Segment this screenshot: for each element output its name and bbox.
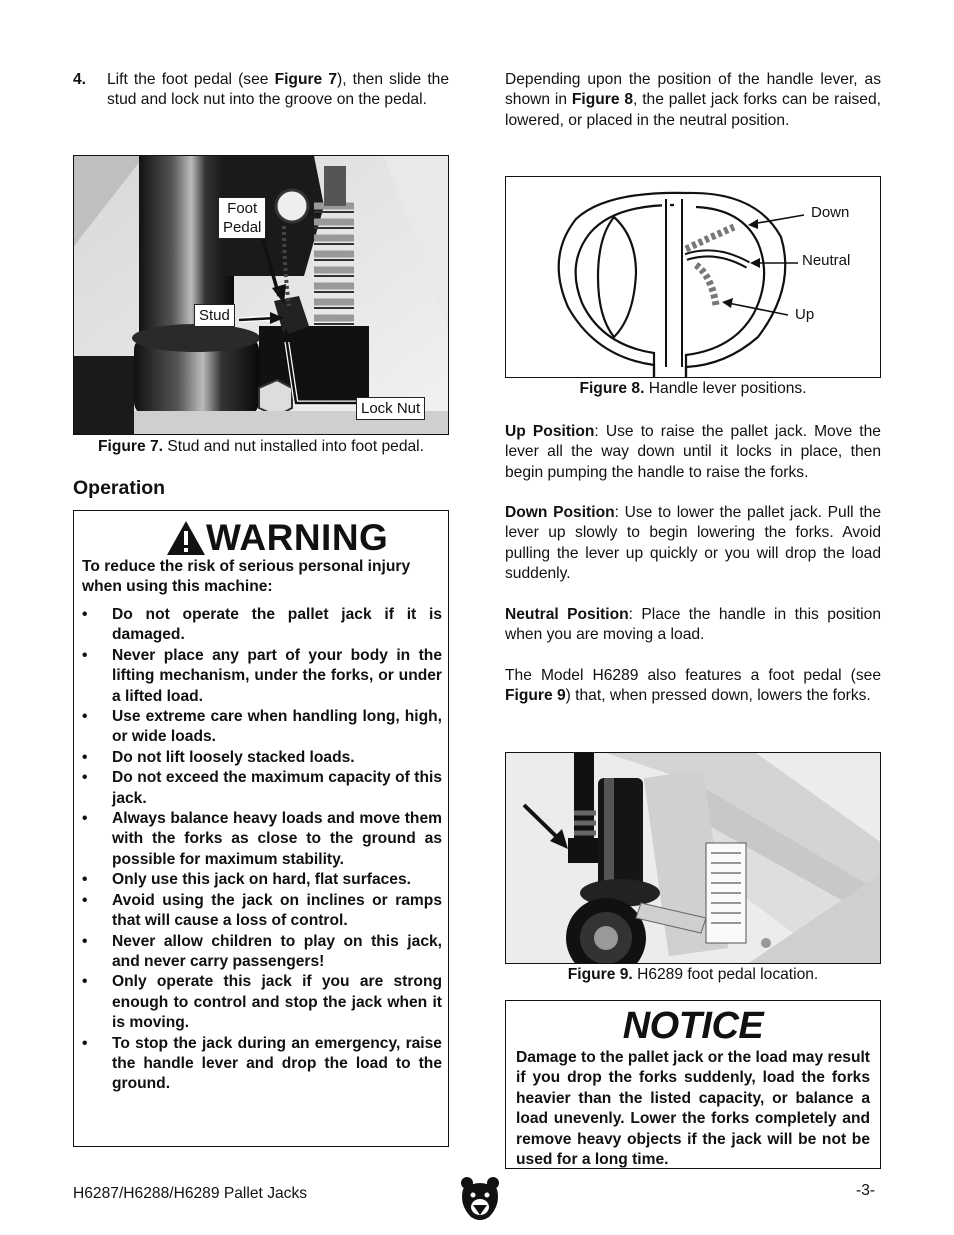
- warning-item: • Avoid using the jack on inclines or ramps that will cause a loss of control.: [76, 891, 442, 932]
- notice-text: Damage to the pallet jack or the load may result if you drop the forks suddenly, load the forks heavier than the listed capacity, or balance a load unevenly. Lower the forks completely and remove heavy objects if the jack will be not be used for a long time.: [516, 1049, 870, 1169]
- warning-item: • Do not operate the pallet jack if it is damaged.: [76, 605, 442, 646]
- warning-item: • Only operate this jack if you are strong enough to control and stop the jack when it is moving.: [76, 972, 442, 1033]
- step-4: [73, 70, 449, 111]
- figure-9-caption: Figure 9. H6289 foot pedal location.: [567, 966, 819, 983]
- down-label: Down: [811, 204, 850, 221]
- warning-header: [166, 517, 388, 559]
- foot-pedal-paragraph: The Model H6289 also features a foot pedal (see Figure 9) that, when pressed down, lowers the forks.: [505, 667, 881, 705]
- lever-intro-paragraph: Depending upon the position of the handle lever, as shown in Figure 8, the pallet jack forks can be raised, lowered, or placed in the neutral position.: [505, 71, 881, 129]
- neutral-label: Neutral: [802, 252, 851, 269]
- warning-title: WARNING: [206, 517, 389, 558]
- figure-9-photo: [505, 752, 881, 964]
- warning-intro: To reduce the risk of serious personal injury when using this machine:: [82, 558, 411, 596]
- figure-9-reference: Figure 9: [505, 687, 566, 705]
- step-number: 4.: [73, 71, 87, 88]
- step-4-text: Lift the foot pedal (see Figure 7), then slide the stud and lock nut into the groove on the pedal.: [107, 71, 450, 109]
- warning-item: • Always balance heavy loads and move them with the forks as close to the ground as possible for maximum stability.: [76, 809, 442, 870]
- figure-7-caption: Figure 7. Stud and nut installed into foot pedal.: [98, 438, 424, 455]
- figure-8-diagram: [505, 176, 881, 378]
- pallet-jack-photo: [506, 753, 881, 964]
- warning-triangle-icon: [166, 520, 206, 556]
- operation-heading: Operation: [73, 477, 166, 499]
- up-label: Up: [795, 306, 815, 323]
- warning-item: • Never allow children to play on this jack, and never carry passengers!: [76, 932, 442, 973]
- up-position-paragraph: Up Position: Use to raise the pallet jack. Move the lever all the way down until it locks in place, then begin pumping the handle to raise the forks.: [505, 423, 881, 481]
- figure-8-caption: Figure 8. Handle lever positions.: [579, 380, 807, 397]
- neutral-position-paragraph: Neutral Position: Place the handle in this position when you are moving a load.: [505, 606, 881, 644]
- notice-title: NOTICE: [622, 1005, 764, 1047]
- lock-nut-callout: Lock Nut: [356, 397, 425, 420]
- figure-7-photo: [73, 155, 449, 435]
- footer-model: H6287/H6288/H6289 Pallet Jacks: [73, 1185, 308, 1202]
- warning-item: • Do not exceed the maximum capacity of this jack.: [76, 768, 442, 809]
- warning-item: • Only use this jack on hard, flat surfaces.: [76, 870, 442, 890]
- bear-logo-icon: [459, 1175, 501, 1223]
- down-position-paragraph: Down Position: Use to lower the pallet jack. Pull the lever up slowly to begin lowering the forks. Avoid pulling the lever up quickly or you will drop the load suddenly.: [505, 504, 881, 583]
- warning-box: [73, 510, 449, 1147]
- warning-list: [76, 605, 442, 1095]
- warning-item: • Do not lift loosely stacked loads.: [76, 748, 442, 768]
- foot-pedal-callout: Foot Pedal: [218, 197, 266, 239]
- notice-box: [505, 1000, 881, 1169]
- figure-7-reference: Figure 7: [274, 71, 338, 88]
- page-number: -3-: [856, 1182, 876, 1199]
- warning-item: • Use extreme care when handling long, high, or wide loads.: [76, 707, 442, 748]
- stud-callout: Stud: [194, 304, 235, 327]
- warning-item: • Never place any part of your body in the lifting mechanism, under the forks, or under a lifted load.: [76, 646, 442, 707]
- figure-8-reference: Figure 8: [571, 91, 634, 109]
- warning-item: • To stop the jack during an emergency, raise the handle lever and drop the load to the ground.: [76, 1034, 442, 1095]
